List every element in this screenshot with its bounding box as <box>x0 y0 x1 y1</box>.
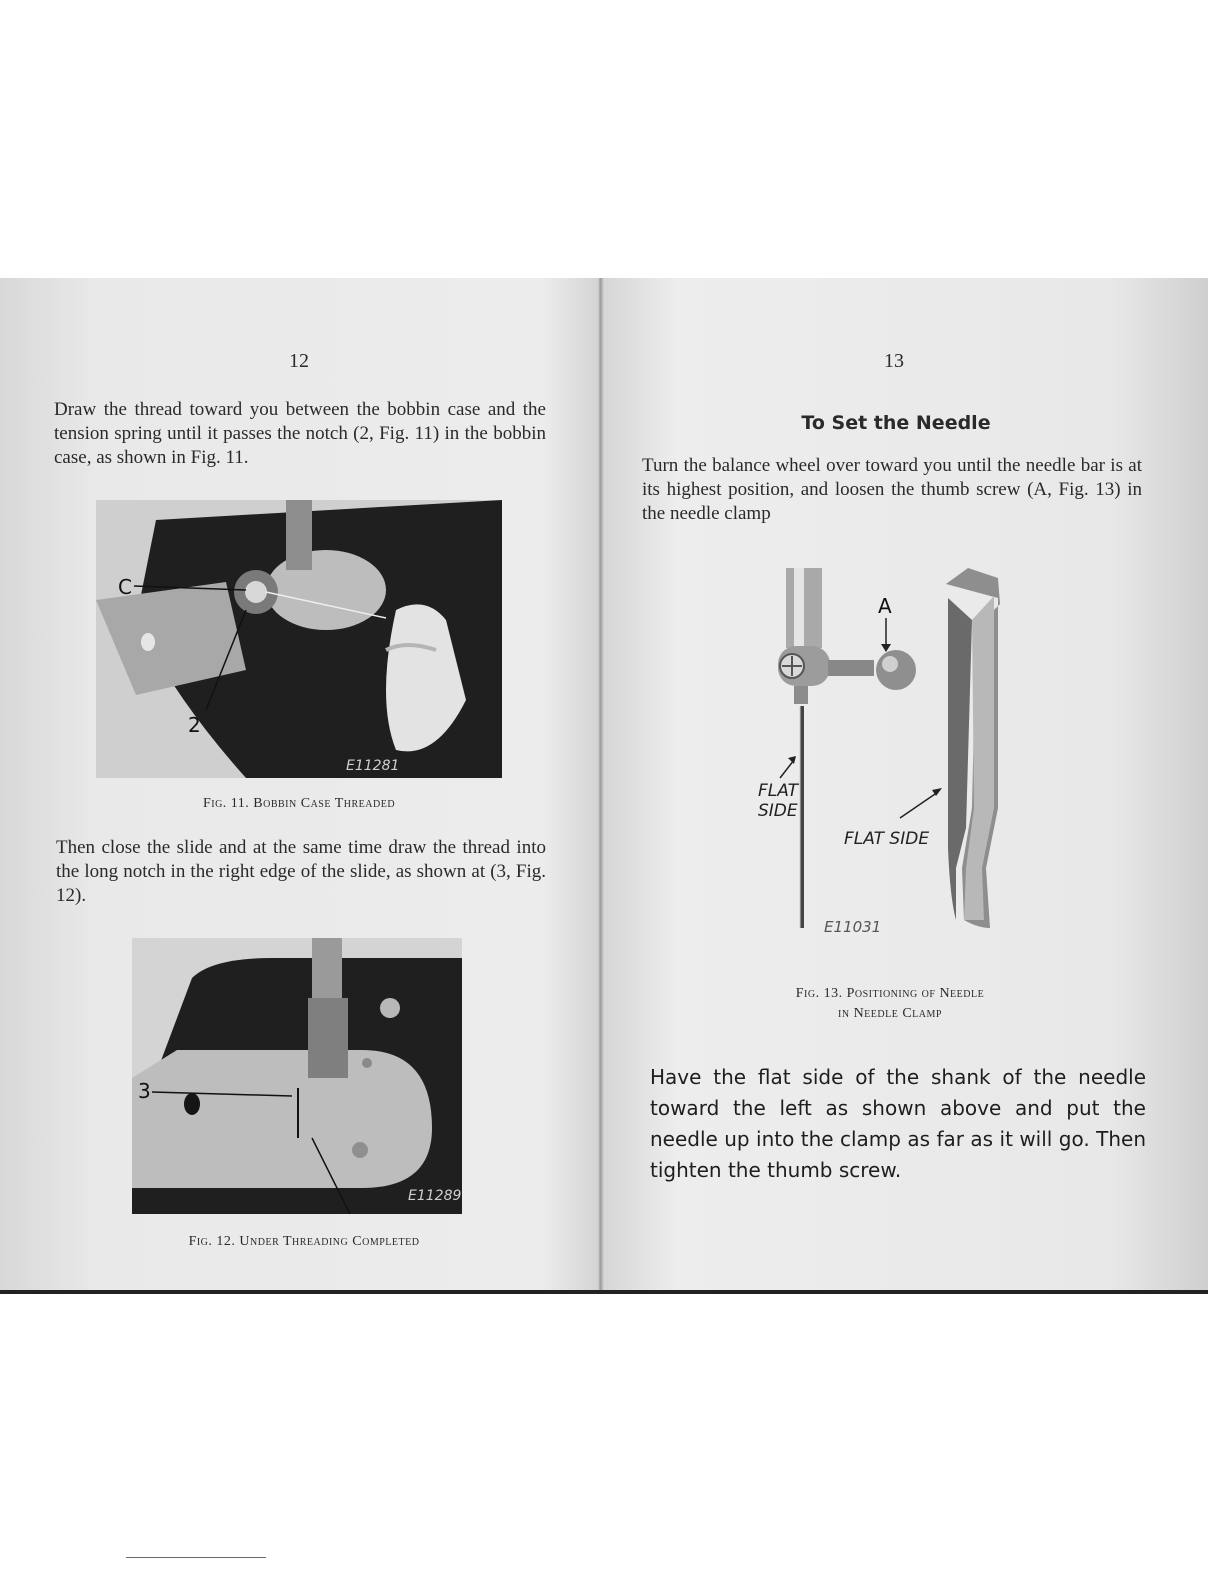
label-3: 3 <box>138 1079 151 1103</box>
figure-11-caption <box>96 796 502 812</box>
paragraph-turn-wheel: Turn the balance wheel over toward you until the needle bar is at its highest position, and loosen the thumb screw (A, Fig. 13) in the needle clamp <box>642 455 1142 524</box>
figure-12-photo <box>132 938 462 1214</box>
page-number: 12 <box>289 350 309 372</box>
section-heading: To Set the Needle <box>801 412 991 434</box>
page-number: 13 <box>884 350 904 372</box>
caption-number: Fig. 13. <box>795 986 843 1001</box>
figure-11-photo <box>96 500 502 778</box>
figure-13-caption <box>750 984 1030 1024</box>
label-flat-side-small-line2: SIDE <box>758 801 798 821</box>
label-flat-side-large: FLAT SIDE <box>844 829 930 849</box>
caption-text: Bobbin Case Threaded <box>253 796 396 811</box>
left-page <box>0 278 598 1290</box>
caption-line2: in Needle Clamp <box>838 1006 942 1021</box>
label-2: 2 <box>188 713 201 737</box>
figure-12-caption <box>132 1234 476 1250</box>
label-c: C <box>118 575 132 599</box>
caption-text: Under Threading Completed <box>239 1234 420 1249</box>
figure-code: E11281 <box>346 758 400 774</box>
caption-number: Fig. 12. <box>188 1234 236 1249</box>
figure-code: E11031 <box>824 918 882 936</box>
figure-code: E11289 <box>408 1188 462 1204</box>
caption-line1: Positioning of Needle <box>846 986 985 1001</box>
label-a: A <box>878 594 892 618</box>
paragraph-draw-thread: Draw the thread toward you between the bobbin case and the tension spring until it passes the notch (2, Fig. 11) in the bobbin case, as shown in Fig. 11. <box>54 399 546 468</box>
paragraph-flat-side: Have the flat side of the shank of the needle toward the left as shown above and put the needle up into the clamp as far as it will go. Then tighten the thumb screw. <box>650 1065 1146 1182</box>
book-spread <box>0 278 1208 1294</box>
caption-number: Fig. 11. <box>202 796 250 811</box>
label-flat-side-small-line1: FLAT <box>758 781 799 801</box>
footer-rule <box>126 1557 266 1558</box>
figure-13-drawing <box>750 568 1010 958</box>
paragraph-close-slide: Then close the slide and at the same time draw the thread into the long notch in the right edge of the slide, as shown at (3, Fig. 12). <box>56 837 546 906</box>
right-page <box>600 278 1208 1290</box>
